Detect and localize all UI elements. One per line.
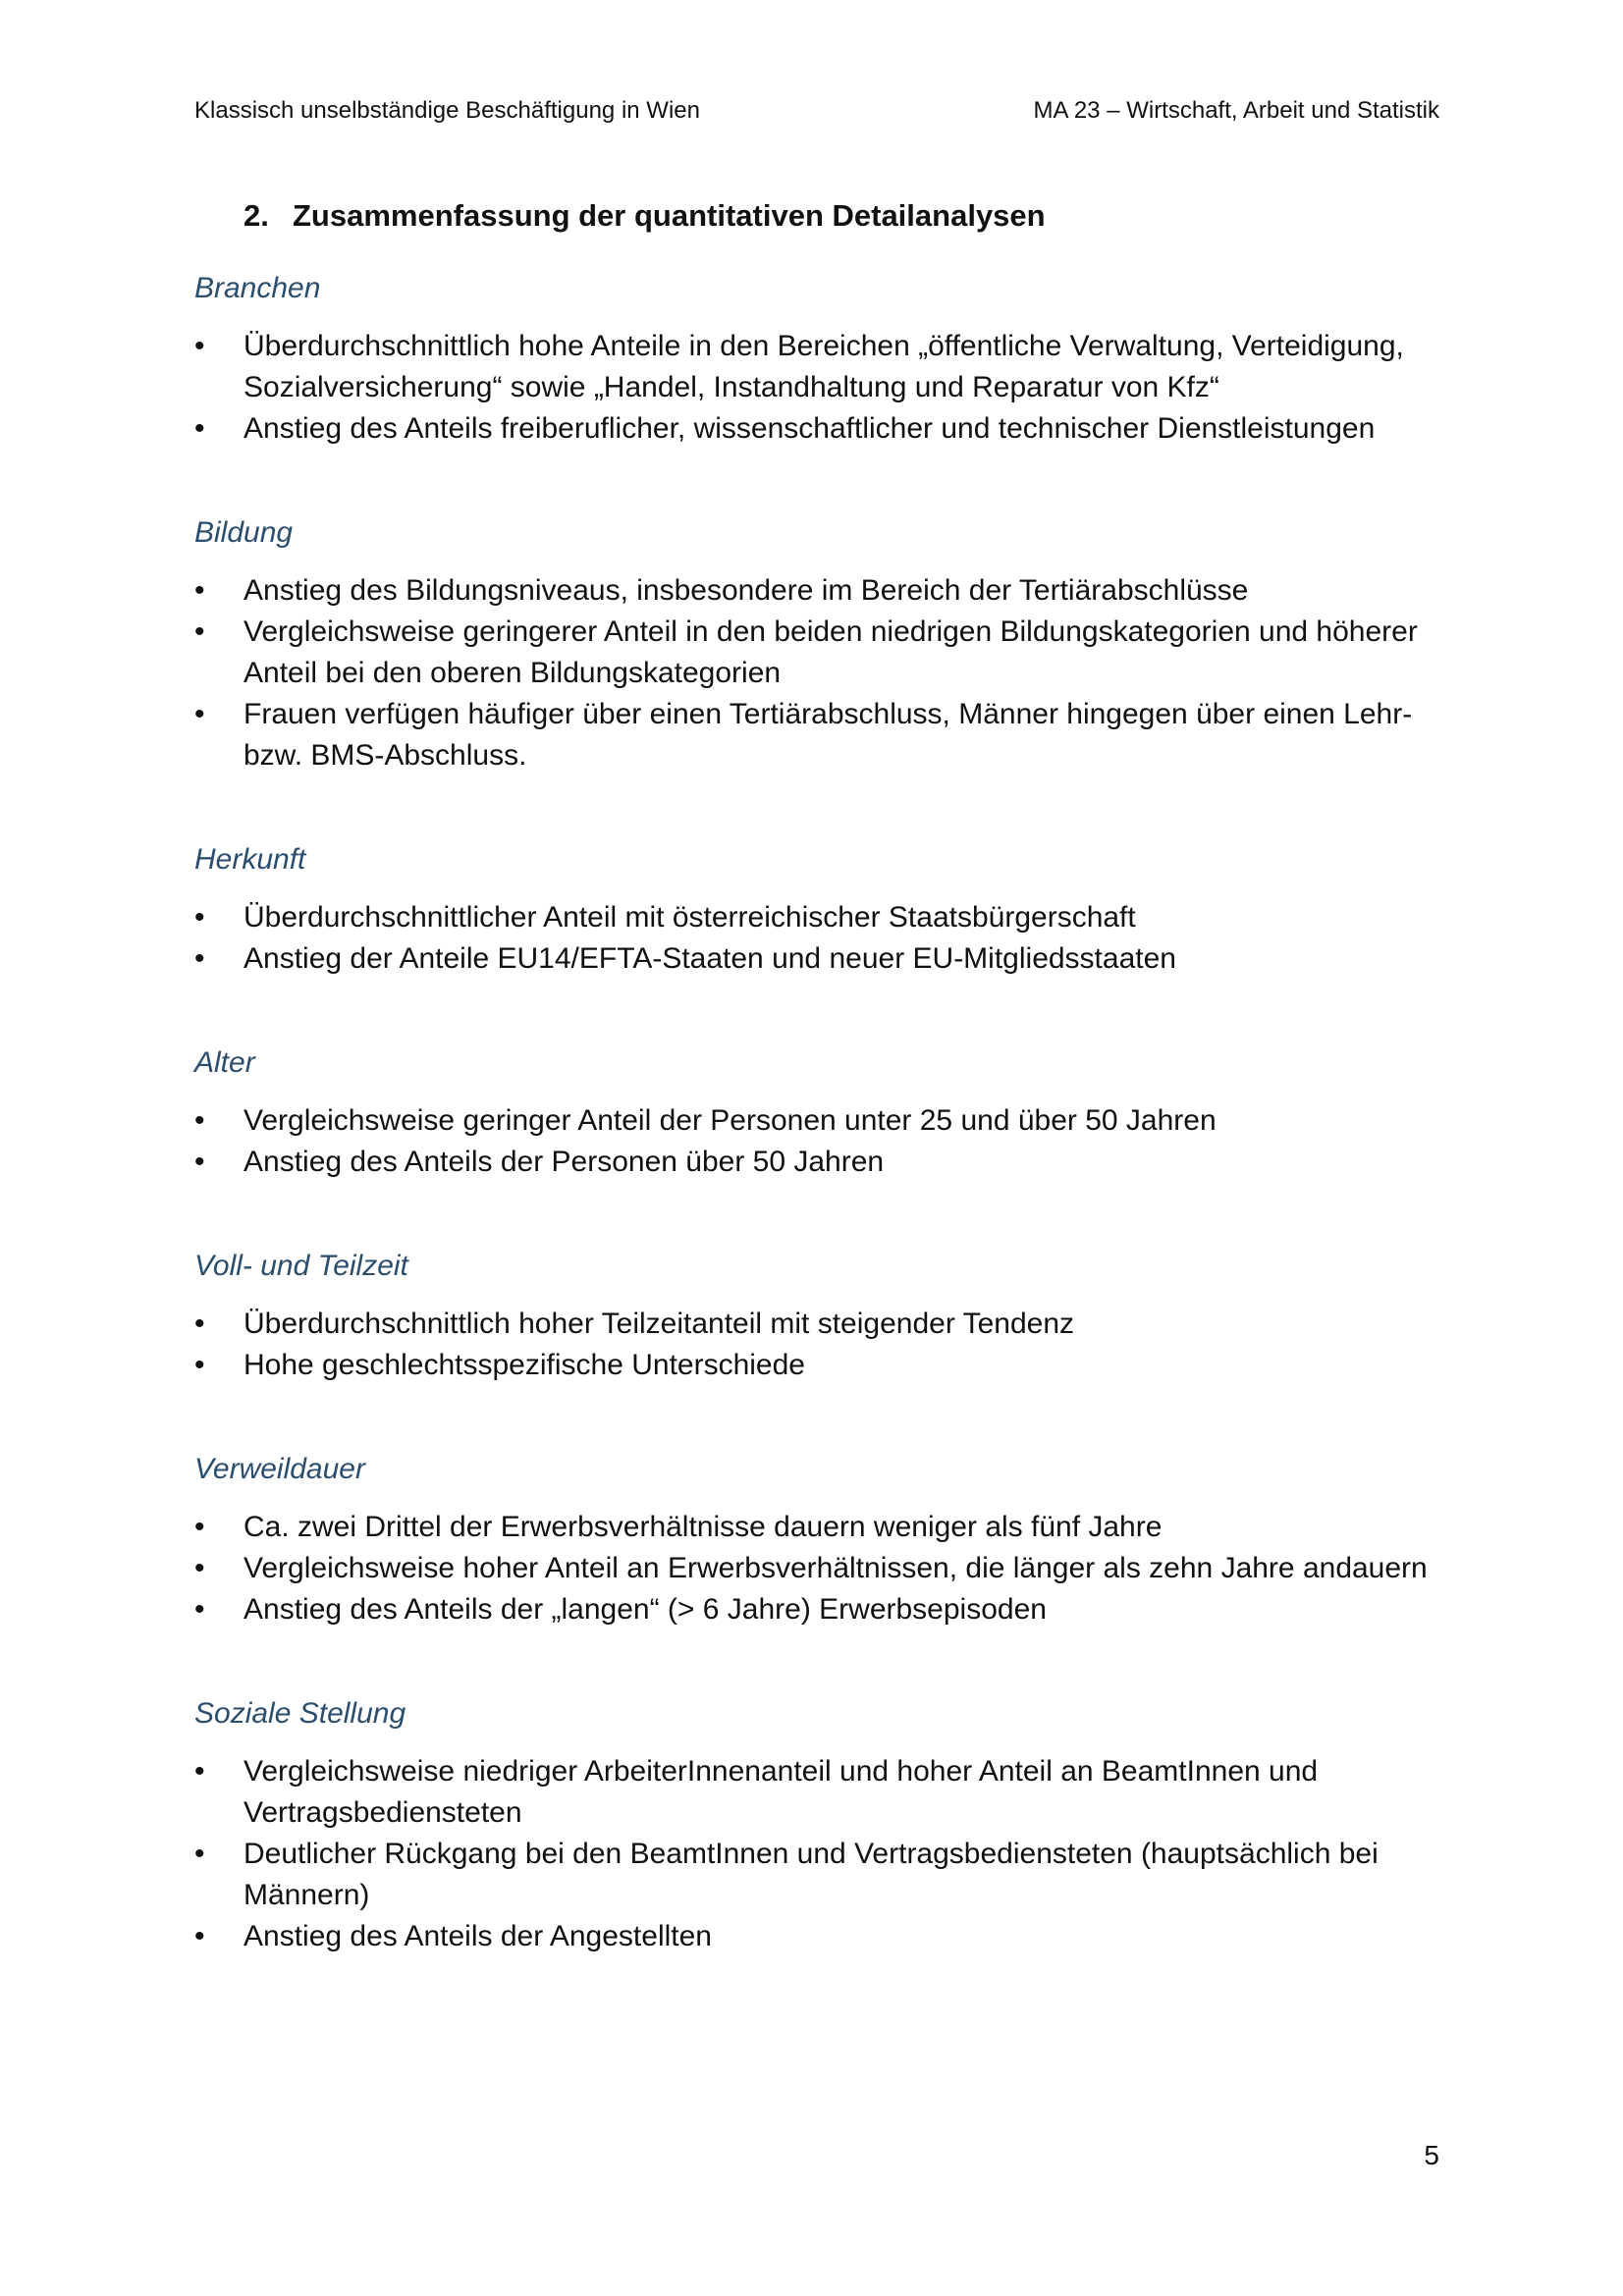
bullet-icon: • xyxy=(194,1511,205,1543)
bullet-list xyxy=(194,1507,1439,1630)
list-item-text: Ca. zwei Drittel der Erwerbsverhältnisse dauern weniger als fünf Jahre xyxy=(243,1511,1163,1543)
bullet-list xyxy=(194,570,1439,776)
section-title: Alter xyxy=(194,1046,255,1079)
bullet-icon: • xyxy=(194,942,205,975)
bullet-icon: • xyxy=(194,1104,205,1137)
bullet-icon: • xyxy=(194,1146,205,1178)
bullet-icon: • xyxy=(194,615,205,648)
header-department: MA 23 – Wirtschaft, Arbeit und Statistik xyxy=(1033,97,1439,124)
section-title: Verweildauer xyxy=(194,1453,365,1485)
section xyxy=(194,1247,1439,1386)
list-item xyxy=(194,1345,1439,1386)
bullet-list xyxy=(194,326,1439,450)
bullet-icon: • xyxy=(194,412,205,445)
section xyxy=(194,1450,1439,1630)
list-item-text: Überdurchschnittlicher Anteil mit österreichischer Staatsbürgerschaft xyxy=(243,901,1136,934)
chapter-number: 2. xyxy=(243,198,269,233)
list-item xyxy=(194,570,1439,612)
section-title: Soziale Stellung xyxy=(194,1697,406,1730)
bullet-list xyxy=(194,897,1439,980)
list-item xyxy=(194,1751,1439,1834)
list-item xyxy=(194,1304,1439,1345)
list-item-text: Anstieg des Bildungsniveaus, insbesondere im Bereich der Tertiärabschlüsse xyxy=(243,574,1249,607)
bullet-icon: • xyxy=(194,1838,205,1870)
page-header xyxy=(194,94,1439,128)
list-item xyxy=(194,612,1439,694)
section-title: Branchen xyxy=(194,272,321,304)
list-item xyxy=(194,1142,1439,1183)
bullet-icon: • xyxy=(194,1308,205,1340)
list-item xyxy=(194,408,1439,450)
list-item xyxy=(194,1589,1439,1630)
list-item xyxy=(194,1100,1439,1142)
bullet-icon: • xyxy=(194,1593,205,1626)
bullet-icon: • xyxy=(194,1920,205,1952)
list-item-text: Vergleichsweise hoher Anteil an Erwerbsverhältnissen, die länger als zehn Jahre andauern xyxy=(243,1552,1428,1584)
list-item-text: Vergleichsweise niedriger ArbeiterInnenanteil und hoher Anteil an BeamtInnen und Vertragsbediensteten xyxy=(243,1755,1319,1829)
list-item-text: Frauen verfügen häufiger über einen Tertiärabschluss, Männer hingegen über einen Lehr- bzw. BMS-Abschluss. xyxy=(243,698,1413,772)
list-item-text: Anstieg des Anteils freiberuflicher, wissenschaftlicher und technischer Dienstleistungen xyxy=(243,412,1376,445)
list-item-text: Überdurchschnittlich hoher Teilzeitanteil mit steigender Tendenz xyxy=(243,1308,1075,1340)
section xyxy=(194,269,1439,450)
list-item-text: Vergleichsweise geringer Anteil der Personen unter 25 und über 50 Jahren xyxy=(243,1104,1217,1137)
bullet-icon: • xyxy=(194,1349,205,1381)
section xyxy=(194,1694,1439,1957)
section xyxy=(194,1043,1439,1183)
bullet-icon: • xyxy=(194,698,205,730)
bullet-icon: • xyxy=(194,1552,205,1584)
section-title: Herkunft xyxy=(194,843,306,876)
list-item xyxy=(194,1548,1439,1589)
list-item xyxy=(194,1507,1439,1548)
bullet-list xyxy=(194,1304,1439,1386)
page-content xyxy=(194,192,1439,2021)
list-item xyxy=(194,897,1439,938)
page-number: 5 xyxy=(1424,2140,1439,2170)
list-item xyxy=(194,1834,1439,1916)
section-title: Voll- und Teilzeit xyxy=(194,1250,408,1282)
chapter-title: Zusammenfassung der quantitativen Detailanalysen xyxy=(293,198,1046,233)
list-item xyxy=(194,694,1439,776)
bullet-icon: • xyxy=(194,1755,205,1788)
chapter-heading xyxy=(243,192,1439,240)
sections-container xyxy=(194,269,1439,1957)
bullet-list xyxy=(194,1751,1439,1957)
bullet-icon: • xyxy=(194,901,205,934)
list-item-text: Anstieg der Anteile EU14/EFTA-Staaten und neuer EU-Mitgliedsstaaten xyxy=(243,942,1176,975)
list-item-text: Anstieg des Anteils der Personen über 50 Jahren xyxy=(243,1146,885,1178)
section xyxy=(194,840,1439,980)
bullet-icon: • xyxy=(194,330,205,362)
bullet-icon: • xyxy=(194,574,205,607)
list-item-text: Überdurchschnittlich hohe Anteile in den Bereichen „öffentliche Verwaltung, Verteidigung, Sozialversicherung“ sowie „Handel, Instandhaltung und Reparatur von Kfz“ xyxy=(243,330,1404,403)
list-item-text: Deutlicher Rückgang bei den BeamtInnen und Vertragsbediensteten (hauptsächlich bei Männern) xyxy=(243,1838,1379,1911)
list-item-text: Vergleichsweise geringerer Anteil in den beiden niedrigen Bildungskategorien und höherer Anteil bei den oberen Bildungskategorien xyxy=(243,615,1418,689)
list-item-text: Anstieg des Anteils der „langen“ (> 6 Jahre) Erwerbsepisoden xyxy=(243,1593,1047,1626)
bullet-list xyxy=(194,1100,1439,1183)
list-item-text: Hohe geschlechtsspezifische Unterschiede xyxy=(243,1349,805,1381)
header-document-title: Klassisch unselbständige Beschäftigung in Wien xyxy=(194,97,700,124)
list-item xyxy=(194,1916,1439,1957)
list-item-text: Anstieg des Anteils der Angestellten xyxy=(243,1920,712,1952)
section xyxy=(194,513,1439,776)
list-item xyxy=(194,326,1439,408)
section-title: Bildung xyxy=(194,516,294,549)
list-item xyxy=(194,938,1439,980)
